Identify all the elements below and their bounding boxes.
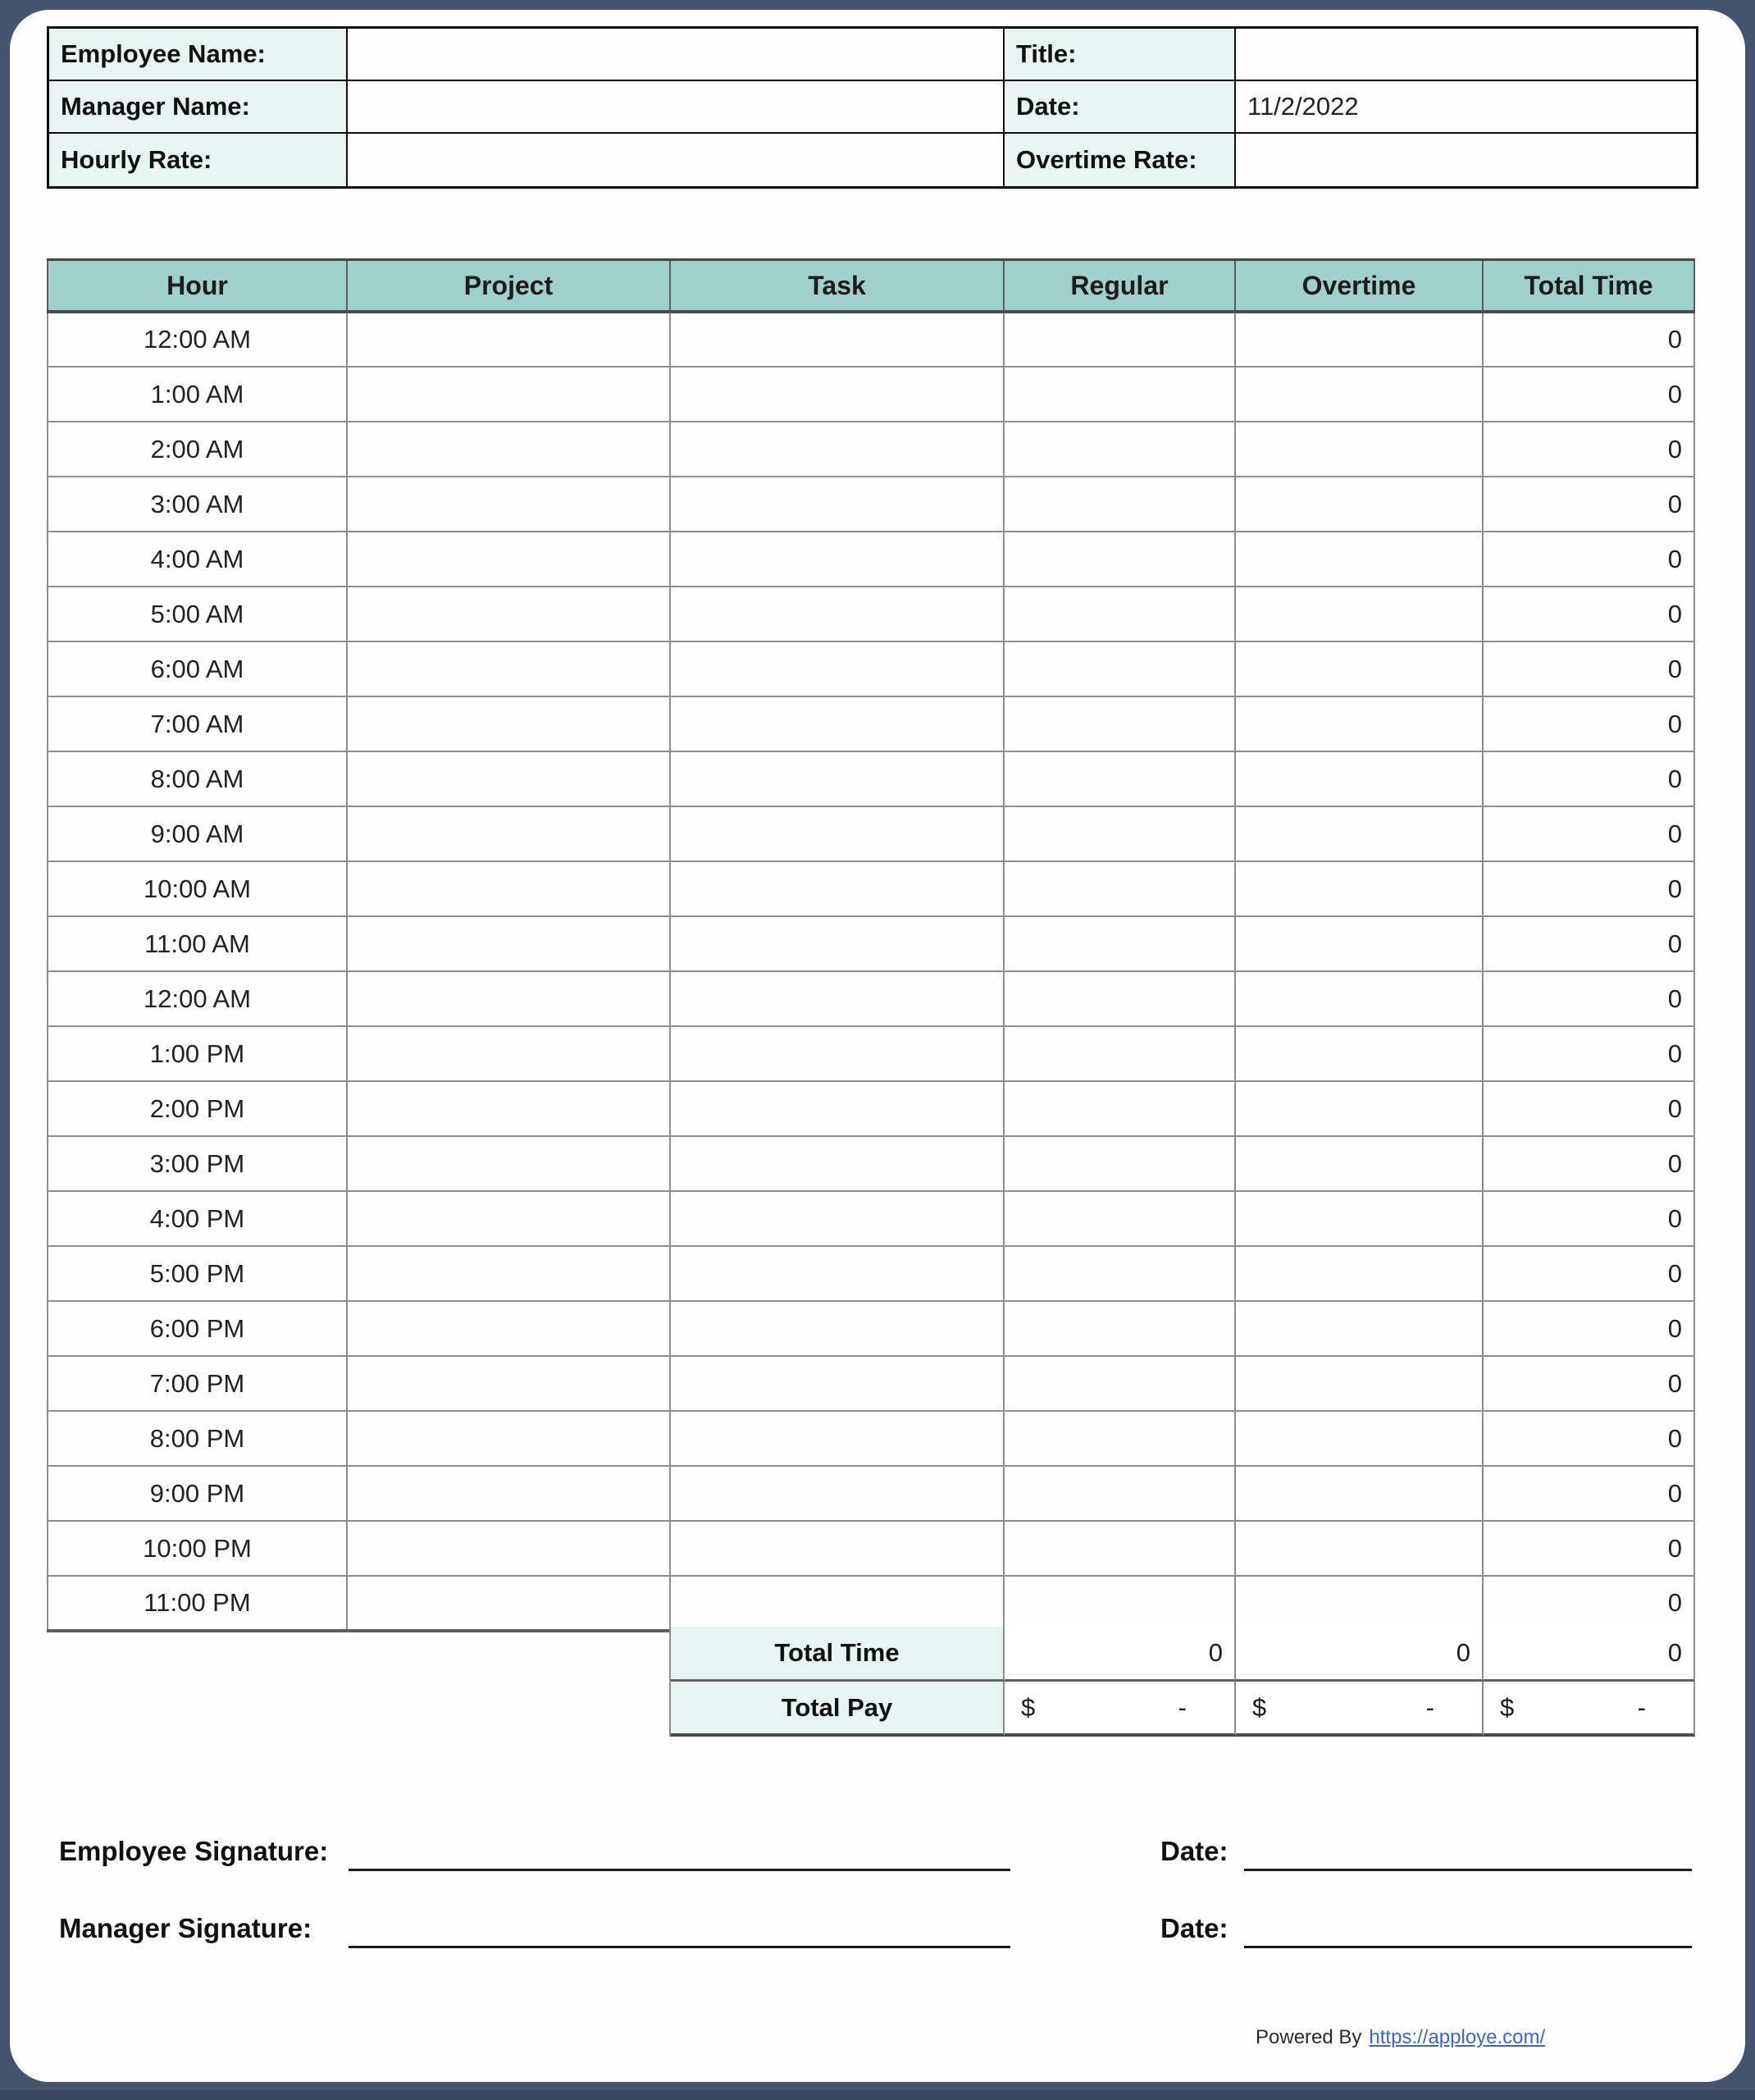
task-cell[interactable] [670, 1576, 1004, 1631]
hour-cell: 2:00 AM [48, 422, 347, 477]
total-time-cell: 0 [1483, 1301, 1694, 1356]
task-cell[interactable] [670, 1411, 1004, 1466]
total-time-cell: 0 [1483, 312, 1694, 367]
project-cell[interactable] [347, 971, 670, 1026]
total-time-cell: 0 [1483, 477, 1694, 532]
overtime-cell[interactable] [1235, 696, 1483, 751]
project-cell[interactable] [347, 1301, 670, 1356]
overtime-cell[interactable] [1235, 1466, 1483, 1521]
project-cell[interactable] [347, 312, 670, 367]
project-cell[interactable] [347, 751, 670, 806]
hour-cell: 4:00 AM [48, 532, 347, 587]
table-row [48, 1356, 1694, 1411]
overtime-cell[interactable] [1235, 916, 1483, 971]
currency-symbol: $ [1252, 1692, 1267, 1722]
project-cell[interactable] [347, 861, 670, 916]
total-time-cell: 0 [1483, 1466, 1694, 1521]
total-time-regular-value: 0 [1005, 1627, 1236, 1682]
totals-section [669, 1627, 1695, 1737]
hour-cell: 11:00 PM [48, 1576, 347, 1631]
manager-signature-label: Manager Signature: [59, 1913, 312, 1943]
project-cell[interactable] [347, 1411, 670, 1466]
regular-cell[interactable] [1004, 1521, 1235, 1576]
hour-cell: 4:00 PM [48, 1191, 347, 1246]
overtime-cell[interactable] [1235, 1136, 1483, 1191]
table-row [48, 806, 1694, 861]
regular-cell[interactable] [1004, 971, 1235, 1026]
employee-date-label: Date: [1160, 1836, 1228, 1866]
pay-amount: - [1637, 1692, 1646, 1722]
task-cell[interactable] [670, 641, 1004, 696]
overtime-cell[interactable] [1235, 1026, 1483, 1081]
hour-cell: 1:00 PM [48, 1026, 347, 1081]
table-row [48, 1081, 1694, 1136]
project-cell[interactable] [347, 1466, 670, 1521]
table-row [48, 532, 1694, 587]
regular-cell[interactable] [1004, 1026, 1235, 1081]
info-table [47, 26, 1698, 189]
total-time-cell: 0 [1483, 1081, 1694, 1136]
col-header-task: Task [670, 260, 1004, 313]
overtime-cell[interactable] [1235, 1191, 1483, 1246]
regular-cell[interactable] [1004, 1191, 1235, 1246]
task-cell[interactable] [670, 312, 1004, 367]
powered-by-text: Powered By [1256, 2026, 1362, 2048]
project-cell[interactable] [347, 1081, 670, 1136]
timesheet-body [48, 312, 1694, 1631]
overtime-cell[interactable] [1235, 477, 1483, 532]
footer [1256, 2026, 1545, 2049]
task-cell[interactable] [670, 861, 1004, 916]
regular-cell[interactable] [1004, 1081, 1235, 1136]
table-row [48, 696, 1694, 751]
manager-name-label: Manager Name: [49, 81, 348, 134]
project-cell[interactable] [347, 806, 670, 861]
apploye-link[interactable]: https://apploye.com/ [1369, 2026, 1546, 2048]
manager-date-line[interactable] [1244, 1946, 1692, 1948]
hour-cell: 9:00 AM [48, 806, 347, 861]
table-row [48, 641, 1694, 696]
hour-cell: 8:00 PM [48, 1411, 347, 1466]
total-time-cell: 0 [1483, 641, 1694, 696]
employee-signature-line[interactable] [349, 1869, 1010, 1871]
total-time-total-value: 0 [1484, 1627, 1695, 1682]
pay-amount: - [1425, 1692, 1434, 1722]
total-time-cell: 0 [1483, 1246, 1694, 1301]
total-time-cell: 0 [1483, 751, 1694, 806]
table-row [48, 1466, 1694, 1521]
project-cell[interactable] [347, 1246, 670, 1301]
hour-cell: 12:00 AM [48, 971, 347, 1026]
overtime-cell[interactable] [1235, 806, 1483, 861]
hour-cell: 1:00 AM [48, 367, 347, 422]
regular-cell[interactable] [1004, 532, 1235, 587]
hourly-rate-value[interactable] [348, 134, 1005, 186]
regular-cell[interactable] [1004, 696, 1235, 751]
table-row [48, 1576, 1694, 1631]
task-cell[interactable] [670, 696, 1004, 751]
overtime-cell[interactable] [1235, 861, 1483, 916]
overtime-cell[interactable] [1235, 1356, 1483, 1411]
task-cell[interactable] [670, 1191, 1004, 1246]
task-cell[interactable] [670, 1136, 1004, 1191]
table-row [48, 1411, 1694, 1466]
col-header-hour: Hour [48, 260, 347, 313]
hour-cell: 7:00 AM [48, 696, 347, 751]
total-time-overtime-value: 0 [1236, 1627, 1484, 1682]
total-time-row-label: Total Time [671, 1627, 1005, 1682]
task-cell[interactable] [670, 971, 1004, 1026]
regular-cell[interactable] [1004, 1411, 1235, 1466]
regular-cell[interactable] [1004, 861, 1235, 916]
regular-cell[interactable] [1004, 422, 1235, 477]
project-cell[interactable] [347, 1191, 670, 1246]
regular-cell[interactable] [1004, 1356, 1235, 1411]
total-pay-total-cell [1484, 1682, 1695, 1737]
hour-cell: 3:00 PM [48, 1136, 347, 1191]
task-cell[interactable] [670, 751, 1004, 806]
col-header-project: Project [347, 260, 670, 313]
currency-symbol: $ [1021, 1692, 1036, 1722]
task-cell[interactable] [670, 1246, 1004, 1301]
project-cell[interactable] [347, 1576, 670, 1631]
project-cell[interactable] [347, 1356, 670, 1411]
task-cell[interactable] [670, 532, 1004, 587]
overtime-cell[interactable] [1235, 1081, 1483, 1136]
task-cell[interactable] [670, 422, 1004, 477]
project-cell[interactable] [347, 477, 670, 532]
hour-cell: 9:00 PM [48, 1466, 347, 1521]
hour-cell: 8:00 AM [48, 751, 347, 806]
employee-name-value[interactable] [348, 29, 1005, 81]
total-time-cell: 0 [1483, 1191, 1694, 1246]
total-time-cell: 0 [1483, 532, 1694, 587]
total-pay-overtime-cell [1236, 1682, 1484, 1737]
manager-signature-line[interactable] [349, 1946, 1010, 1948]
hour-cell: 6:00 PM [48, 1301, 347, 1356]
total-pay-row-label: Total Pay [671, 1682, 1005, 1737]
page-bottom-edge [0, 2090, 1755, 2100]
table-row [48, 422, 1694, 477]
regular-cell[interactable] [1004, 1301, 1235, 1356]
hour-cell: 5:00 AM [48, 587, 347, 641]
hour-cell: 5:00 PM [48, 1246, 347, 1301]
regular-cell[interactable] [1004, 367, 1235, 422]
col-header-overtime: Overtime [1235, 260, 1483, 313]
timesheet-table [47, 258, 1695, 1632]
regular-cell[interactable] [1004, 1576, 1235, 1631]
task-cell[interactable] [670, 916, 1004, 971]
overtime-cell[interactable] [1235, 1576, 1483, 1631]
timesheet-page [10, 10, 1745, 2082]
task-cell[interactable] [670, 1356, 1004, 1411]
overtime-cell[interactable] [1235, 1301, 1483, 1356]
total-time-cell: 0 [1483, 1576, 1694, 1631]
table-row [48, 1301, 1694, 1356]
total-time-cell: 0 [1483, 971, 1694, 1026]
table-row [48, 861, 1694, 916]
project-cell[interactable] [347, 1026, 670, 1081]
table-row [48, 312, 1694, 367]
regular-cell[interactable] [1004, 1136, 1235, 1191]
total-time-cell: 0 [1483, 696, 1694, 751]
total-time-cell: 0 [1483, 587, 1694, 641]
total-time-cell: 0 [1483, 916, 1694, 971]
hour-cell: 3:00 AM [48, 477, 347, 532]
table-row [48, 971, 1694, 1026]
overtime-cell[interactable] [1235, 641, 1483, 696]
project-cell[interactable] [347, 696, 670, 751]
manager-date-label: Date: [1160, 1913, 1228, 1943]
total-time-cell: 0 [1483, 1356, 1694, 1411]
table-row [48, 916, 1694, 971]
project-cell[interactable] [347, 1521, 670, 1576]
table-row [48, 1191, 1694, 1246]
total-time-cell: 0 [1483, 1521, 1694, 1576]
regular-cell[interactable] [1004, 806, 1235, 861]
overtime-rate-label: Overtime Rate: [1005, 134, 1236, 186]
regular-cell[interactable] [1004, 312, 1235, 367]
table-row [48, 1521, 1694, 1576]
manager-name-value[interactable] [348, 81, 1005, 134]
task-cell[interactable] [670, 367, 1004, 422]
overtime-cell[interactable] [1235, 312, 1483, 367]
project-cell[interactable] [347, 641, 670, 696]
task-cell[interactable] [670, 477, 1004, 532]
title-value[interactable] [1236, 29, 1696, 81]
overtime-cell[interactable] [1235, 751, 1483, 806]
regular-cell[interactable] [1004, 751, 1235, 806]
employee-date-line[interactable] [1244, 1869, 1692, 1871]
overtime-cell[interactable] [1235, 1246, 1483, 1301]
employee-signature-label: Employee Signature: [59, 1836, 329, 1866]
table-row [48, 477, 1694, 532]
currency-symbol: $ [1500, 1692, 1515, 1722]
employee-name-label: Employee Name: [49, 29, 348, 81]
project-cell[interactable] [347, 422, 670, 477]
overtime-cell[interactable] [1235, 587, 1483, 641]
date-label: Date: [1005, 81, 1236, 134]
regular-cell[interactable] [1004, 1466, 1235, 1521]
project-cell[interactable] [347, 916, 670, 971]
table-row [48, 367, 1694, 422]
task-cell[interactable] [670, 1521, 1004, 1576]
title-label: Title: [1005, 29, 1236, 81]
task-cell[interactable] [670, 1466, 1004, 1521]
total-time-cell: 0 [1483, 1136, 1694, 1191]
hour-cell: 12:00 AM [48, 312, 347, 367]
task-cell[interactable] [670, 1026, 1004, 1081]
col-header-total-time: Total Time [1483, 260, 1694, 313]
project-cell[interactable] [347, 587, 670, 641]
overtime-cell[interactable] [1235, 367, 1483, 422]
total-time-cell: 0 [1483, 861, 1694, 916]
total-time-cell: 0 [1483, 1026, 1694, 1081]
total-time-cell: 0 [1483, 1411, 1694, 1466]
hour-cell: 10:00 PM [48, 1521, 347, 1576]
table-row [48, 751, 1694, 806]
table-row [48, 1136, 1694, 1191]
total-pay-regular-cell [1005, 1682, 1236, 1737]
table-row [48, 587, 1694, 641]
overtime-cell[interactable] [1235, 1411, 1483, 1466]
regular-cell[interactable] [1004, 916, 1235, 971]
date-value[interactable]: 11/2/2022 [1236, 81, 1696, 134]
overtime-cell[interactable] [1235, 532, 1483, 587]
task-cell[interactable] [670, 587, 1004, 641]
overtime-cell[interactable] [1235, 422, 1483, 477]
total-time-cell: 0 [1483, 422, 1694, 477]
regular-cell[interactable] [1004, 587, 1235, 641]
regular-cell[interactable] [1004, 477, 1235, 532]
project-cell[interactable] [347, 1136, 670, 1191]
task-cell[interactable] [670, 1081, 1004, 1136]
regular-cell[interactable] [1004, 641, 1235, 696]
hour-cell: 7:00 PM [48, 1356, 347, 1411]
project-cell[interactable] [347, 367, 670, 422]
col-header-regular: Regular [1004, 260, 1235, 313]
project-cell[interactable] [347, 532, 670, 587]
hourly-rate-label: Hourly Rate: [49, 134, 348, 186]
hour-cell: 11:00 AM [48, 916, 347, 971]
overtime-cell[interactable] [1235, 1521, 1483, 1576]
table-row [48, 1246, 1694, 1301]
total-time-cell: 0 [1483, 367, 1694, 422]
hour-cell: 6:00 AM [48, 641, 347, 696]
task-cell[interactable] [670, 1301, 1004, 1356]
task-cell[interactable] [670, 806, 1004, 861]
hour-cell: 10:00 AM [48, 861, 347, 916]
regular-cell[interactable] [1004, 1246, 1235, 1301]
hour-cell: 2:00 PM [48, 1081, 347, 1136]
header-row [48, 260, 1694, 313]
overtime-cell[interactable] [1235, 971, 1483, 1026]
total-time-cell: 0 [1483, 806, 1694, 861]
pay-amount: - [1178, 1692, 1187, 1722]
table-row [48, 1026, 1694, 1081]
overtime-rate-value[interactable] [1236, 134, 1696, 186]
